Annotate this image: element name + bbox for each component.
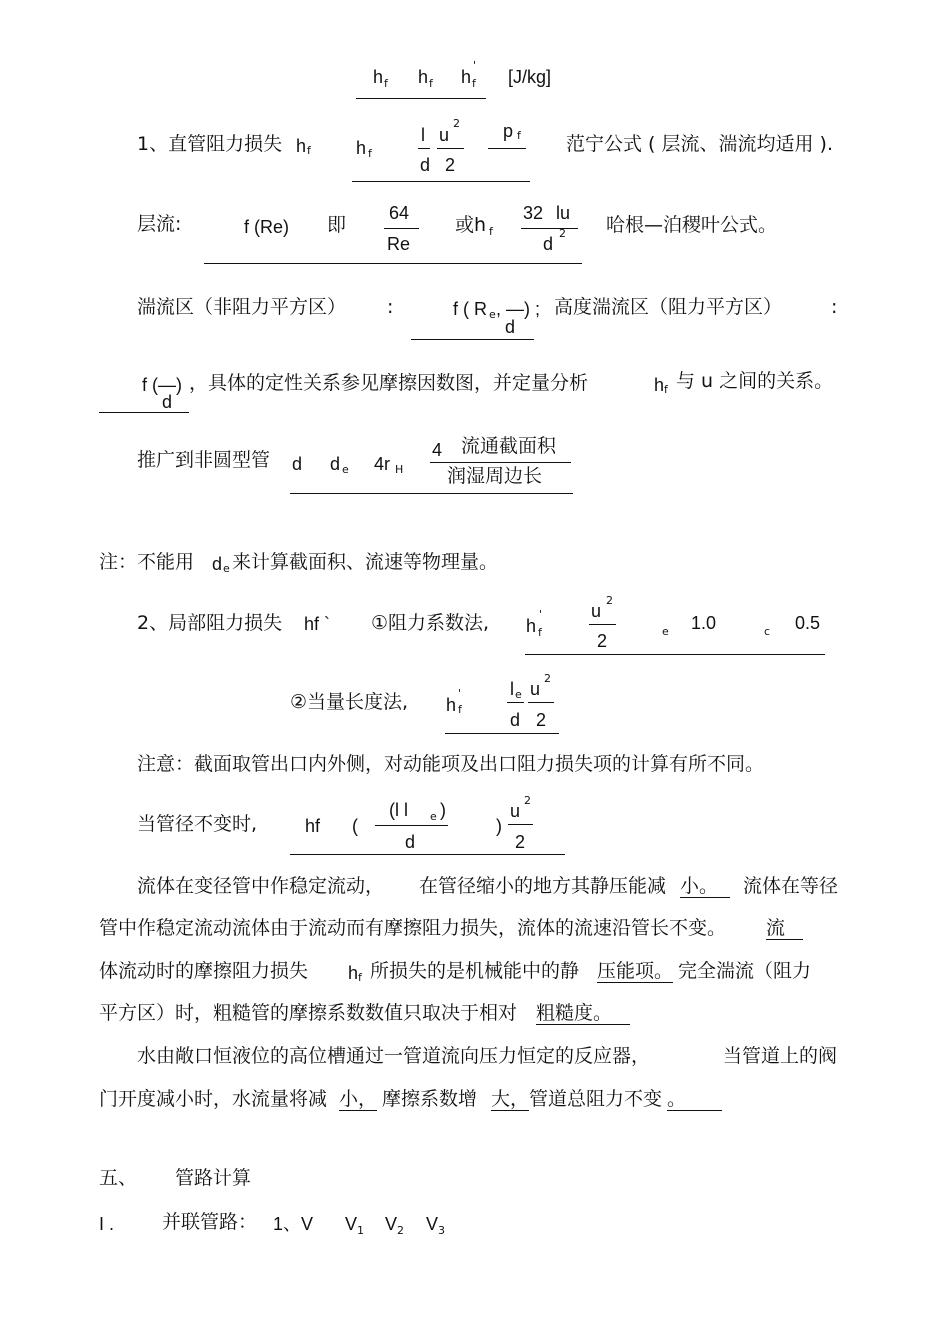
paragraph-text: 当管道上的阀 <box>723 1045 838 1067</box>
formula-paren: ( <box>352 816 358 836</box>
formula-word: 或h <box>455 214 487 236</box>
method-label: ②当量长度法, <box>290 691 409 713</box>
fraction-numerator: u <box>510 801 521 821</box>
formula-symbol: f (Re) <box>244 217 289 237</box>
formula-subscript: 3 <box>438 1224 445 1237</box>
fraction-denominator: 润湿周边长 <box>447 465 543 487</box>
answer-blank <box>491 1090 529 1111</box>
formula-subscript: f <box>384 77 388 90</box>
paragraph-text: 水由敞口恒液位的高位槽通过一管道流向压力恒定的反应器， <box>137 1045 651 1067</box>
formula-subscript: f <box>538 626 542 639</box>
formula-symbol: hf <box>305 816 321 836</box>
turbulent-label: 湍流区（非阻力平方区） <box>137 296 347 318</box>
turbulent-label-2: 高度湍流区（阻力平方区） <box>554 296 783 318</box>
fraction-denominator: 2 <box>515 832 526 852</box>
formula-subscript: f <box>368 147 372 160</box>
formula-symbol: hf ` <box>304 614 331 634</box>
formula-colon: : <box>831 296 838 318</box>
formula-underline <box>204 263 582 264</box>
fraction-numerator: ) <box>440 800 446 820</box>
formula-subscript: f <box>458 703 462 716</box>
section-label: 2、局部阻力损失 <box>137 612 283 634</box>
fraction-numerator: l <box>510 679 514 699</box>
answer-blank <box>339 1090 377 1111</box>
paragraph-text: 体流动时的摩擦阻力损失 <box>99 960 309 982</box>
section-title: 管路计算 <box>175 1167 252 1189</box>
answer-text: 。 <box>667 1088 687 1110</box>
paragraph-text: 平方区）时，粗糙管的摩擦系数数值只取决于相对 <box>99 1002 518 1024</box>
paragraph-text: 流体在变径管中作稳定流动， <box>137 875 385 897</box>
formula-subscript: f <box>307 144 311 157</box>
section-label: 1、直管阻力损失 <box>137 133 283 155</box>
formula-symbol: f (—) <box>142 375 182 395</box>
formula-subscript: e <box>342 463 349 476</box>
fraction-numerator: l <box>421 125 425 145</box>
fraction-denominator: d <box>420 155 431 175</box>
fraction-numerator: (l l <box>389 800 408 820</box>
paragraph-text: 完全湍流（阻力 <box>678 960 812 982</box>
formula-subscript: e <box>223 562 230 575</box>
formula-subscript: f <box>429 77 433 90</box>
fraction-numerator: u <box>591 601 602 621</box>
formula-description: 哈根—泊稷叶公式。 <box>606 214 778 236</box>
formula-subscript: f <box>489 225 493 238</box>
paragraph-text: 在管径缩小的地方其静压能减 <box>419 875 667 897</box>
fraction-denominator: d <box>543 234 554 254</box>
answer-text: 流 <box>766 917 786 939</box>
answer-text: 小。 <box>680 875 719 897</box>
section-number: 五、 <box>99 1167 138 1189</box>
fraction-denominator: d <box>405 832 416 852</box>
answer-text: 粗糙度。 <box>536 1002 613 1024</box>
formula-subscript: 1 <box>357 1224 364 1237</box>
formula-symbol: h <box>654 375 665 395</box>
formula-symbol: h <box>356 138 367 158</box>
fraction-bar <box>430 462 571 463</box>
formula-symbol: 4r <box>374 454 391 474</box>
formula-superscript: 2 <box>524 794 531 807</box>
fraction-bar <box>521 228 578 229</box>
fraction-bar <box>508 824 533 825</box>
noncircular-label: 推广到非圆型管 <box>137 449 271 471</box>
formula-symbol: 1、V <box>273 1214 314 1234</box>
fraction-denominator: d <box>510 710 521 730</box>
formula-superscript: 2 <box>606 594 613 607</box>
formula-symbol: h <box>373 67 384 87</box>
section-label: 当管径不变时, <box>137 813 258 835</box>
formula-underline <box>290 854 565 855</box>
formula-underline <box>290 493 573 494</box>
formula-symbol: f ( R <box>453 299 487 319</box>
formula-symbol: h <box>461 67 472 87</box>
formula-description: 范宁公式 ( 层流、湍流均适用 ). <box>566 133 833 155</box>
fraction-numerator: 4 <box>432 440 443 460</box>
formula-symbol: h <box>418 67 429 87</box>
formula-subscript: H <box>395 463 404 476</box>
formula-subscript: f <box>472 77 476 90</box>
formula-symbol: d <box>330 454 341 474</box>
formula-subscript: f <box>517 129 521 142</box>
fraction-denominator: Re <box>387 234 411 254</box>
fraction-denominator: d <box>505 317 516 337</box>
answer-blank <box>667 1090 722 1111</box>
answer-text: 小， <box>339 1088 378 1110</box>
answer-text: 大， <box>491 1088 530 1110</box>
formula-subscript: f <box>664 383 668 396</box>
formula-underline <box>525 654 825 655</box>
formula-underline <box>356 98 486 99</box>
formula-symbol: h <box>526 616 537 636</box>
fraction-denominator: d <box>162 392 173 412</box>
formula-underline <box>99 412 189 413</box>
answer-blank <box>680 877 730 898</box>
fraction-numerator: 流通截面积 <box>461 435 557 457</box>
formula-word: 即 <box>327 214 347 236</box>
subsection-number: I . <box>99 1214 115 1234</box>
formula-symbol: d <box>212 554 223 574</box>
formula-subscript: 2 <box>397 1224 404 1237</box>
formula-paren: ) <box>496 816 502 836</box>
formula-subscript: e <box>515 688 522 701</box>
subsection-label: 并联管路： <box>162 1211 258 1233</box>
formula-value: 1.0 <box>691 613 717 633</box>
formula-subscript: f <box>358 971 362 984</box>
fraction-denominator: 2 <box>445 155 456 175</box>
formula-prime: ' <box>539 608 543 621</box>
formula-symbol: V <box>426 1214 439 1234</box>
formula-colon: : <box>387 296 394 318</box>
formula-subscript: e <box>662 625 669 638</box>
formula-symbol: d <box>292 454 303 474</box>
formula-superscript: 2 <box>559 227 566 240</box>
formula-prime: ' <box>473 59 477 72</box>
answer-blank <box>597 962 673 983</box>
answer-text: 压能项。 <box>597 960 674 982</box>
method-label: ①阻力系数法, <box>371 612 490 634</box>
body-text: ，具体的定性关系参见摩擦因数图，并定量分析 <box>189 372 589 394</box>
fraction-bar <box>375 825 448 826</box>
formula-subscript: c <box>764 625 771 638</box>
fraction-bar <box>528 702 554 703</box>
formula-subscript: e <box>430 810 437 823</box>
fraction-numerator: 32 <box>523 203 544 223</box>
note-text: 注意：截面取管出口内外侧，对动能项及出口阻力损失项的计算有所不同。 <box>137 753 765 775</box>
answer-blank <box>766 919 803 940</box>
paragraph-text: 流体在等径 <box>743 875 839 897</box>
formula-superscript: 2 <box>544 672 551 685</box>
formula-subscript: e <box>489 308 496 321</box>
formula-symbol: h <box>296 136 307 156</box>
fraction-numerator: u <box>530 679 541 699</box>
fraction-numerator: 64 <box>389 203 410 223</box>
paragraph-text: 门开度减小时，水流量将减 <box>99 1088 328 1110</box>
formula-superscript: 2 <box>453 117 460 130</box>
note-text: 注：不能用 <box>99 551 195 573</box>
note-text: 来计算截面积、流速等物理量。 <box>232 551 499 573</box>
formula-symbol: h <box>348 963 359 983</box>
paragraph-text: 所损失的是机械能中的静 <box>370 960 580 982</box>
fraction-numerator: u <box>439 125 450 145</box>
paragraph-text: 摩擦系数增 <box>382 1088 478 1110</box>
unit-label: [J/kg] <box>508 67 552 87</box>
fraction-bar <box>488 148 526 149</box>
fraction-bar <box>384 228 419 229</box>
paragraph-text: 管中作稳定流动流体由于流动而有摩擦阻力损失，流体的流速沿管长不变。 <box>99 917 727 939</box>
fraction-bar <box>418 148 430 149</box>
fraction-bar <box>589 624 616 625</box>
formula-symbol: h <box>446 695 457 715</box>
fraction-denominator: 2 <box>536 710 547 730</box>
fraction-numerator: p <box>503 121 514 141</box>
formula-symbol: V <box>385 1214 398 1234</box>
formula-underline <box>445 733 559 734</box>
fraction-bar <box>507 702 524 703</box>
laminar-label: 层流: <box>137 213 182 235</box>
answer-blank <box>536 1004 630 1025</box>
formula-value: 0.5 <box>795 613 821 633</box>
formula-symbol: V <box>345 1214 358 1234</box>
paragraph-text: 管道总阻力不变 <box>529 1088 663 1110</box>
fraction-denominator: 2 <box>597 631 608 651</box>
formula-prime: ' <box>458 687 462 700</box>
formula-symbol: , —) ; <box>496 299 540 319</box>
fraction-bar <box>437 148 464 149</box>
body-text: 与 u 之间的关系。 <box>676 370 834 392</box>
formula-underline <box>411 339 534 340</box>
formula-underline <box>352 181 530 182</box>
fraction-numerator: lu <box>556 203 571 223</box>
